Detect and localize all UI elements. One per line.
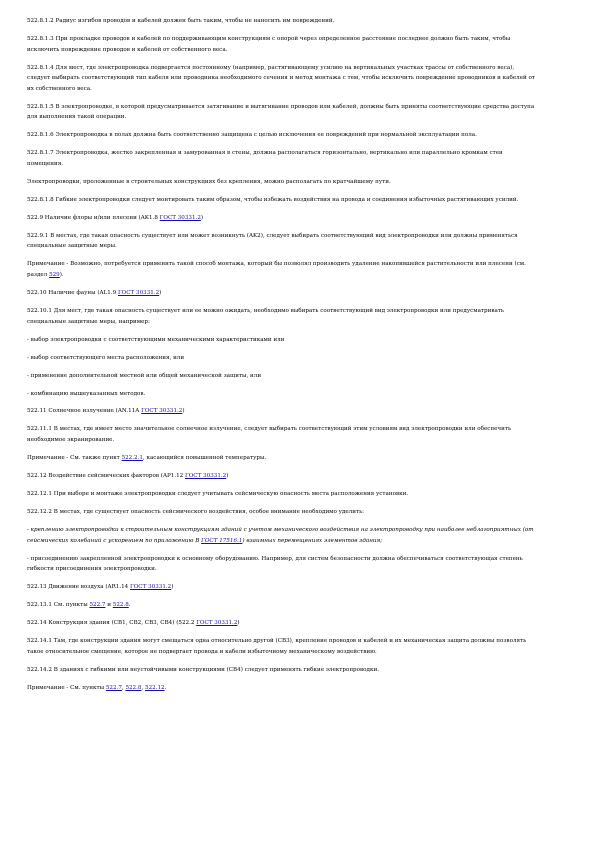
- gost-link[interactable]: ГОСТ 30331.2: [196, 620, 238, 627]
- gost-link[interactable]: ГОСТ 30331.2: [130, 584, 172, 591]
- paragraph: 522.12.1 При выборе и монтаже электропроводки следует учитывать сейсмическую опасность места расположения установки.: [27, 491, 409, 498]
- gost-link[interactable]: ГОСТ 30331.2: [117, 289, 160, 296]
- note-paragraph: Примечание - Возможно, потребуется применить такой способ монтажа, который бы позволял производить удаление накопившейся растительности или плесени (см. раздел 529).: [27, 261, 526, 278]
- paragraph: Электропроводки, проложенные в строительных конструкциях без крепления, можно располагать по кратчайшему пути.: [27, 178, 391, 185]
- paragraph: 522.14.2 В зданиях с гибкими или неустойчивыми конструкциями (CB4) следует применять гибкие электропроводки.: [27, 666, 379, 673]
- clause-link[interactable]: 522.8: [125, 684, 142, 691]
- paragraph: 522.9.1 В местах, где такая опасность существует или может возникнуть (AK2), следует выбирать соответствующий вид электропроводки или должны применяться специальные защитные меры.: [27, 232, 518, 250]
- note-paragraph: Примечание - См. пункты 522.7, 522.8, 522.12.: [27, 684, 167, 691]
- paragraph: 522.11.1 В местах, где имеет место значительное солнечное излучение, следует выбирать соответствующий этим условиям вид электропроводки или обеспечить необходимое экранирование.: [27, 426, 511, 444]
- gost-link[interactable]: ГОСТ 30331.2: [141, 408, 183, 415]
- paragraph: 522.8.1.5 В электропроводке, в которой предусматривается затягивание и вытягивание проводов или кабелей, должны быть приняты соответствующие средства доступа для выполнения такой операции.: [27, 103, 535, 121]
- list-item: - присоединению закрепленной электропроводки к основному оборудованию. Например, для систем безопасности должна обеспечиваться соответствующая степень гибкости присоединения электропроводки.: [27, 555, 523, 573]
- gost-link[interactable]: ГОСТ 17516.1: [201, 537, 243, 544]
- paragraph: 522.10.1 Для мест, где такая опасность существует или ее можно ожидать, необходимо выбирать соответствующий вид электропроводки или предусматривать специальные защитные меры, например:: [27, 307, 504, 325]
- section-heading: 522.10 Наличие фауны (AL1.9 ГОСТ 30331.2): [27, 289, 162, 296]
- list-item: - креплению электропроводки к строительным конструкциям зданий с учетом механического воздействия на электропроводку при наиболее неблагоприятных (от сейсмических колебаний с ускорением по приложению B ГОСТ 17516.1) взаимных перемещениях элементов здания;: [27, 526, 534, 544]
- paragraph: 522.8.1.8 Гибкие электропроводки следует монтировать таким образом, чтобы избежать воздействия на провода и соединения избыточных растягивающих усилий.: [27, 196, 519, 203]
- paragraph: 522.8.1.4 Для мест, где электропроводка подвергается постоянному (например, растягивающему усилию на вертикальных участках трассы от собственного веса), следует выбирать соответствующий тип кабеля или проводника необходимого сечения и метод монтажа с тем, чтобы исключить повреждение проводников и кабелей от их собственного веса.: [27, 64, 536, 92]
- list-item: - выбор соответствующего места расположения, или: [27, 354, 185, 361]
- section-heading: 522.13 Движение воздуха (AR1.14 ГОСТ 30331.2): [27, 584, 174, 591]
- clause-link[interactable]: 522.7: [105, 684, 122, 691]
- paragraph: 522.14.1 Там, где конструкции здания могут смещаться одна относительно другой (CB3), крепление проводов и кабелей и их механическая защита должны позволять такое относительное смещение, которое не подвергает провода и кабели избыточному механическому воздействию.: [27, 638, 527, 655]
- clause-link[interactable]: 522.8: [112, 602, 129, 609]
- paragraph: 522.12.2 В местах, где существует опасность сейсмического воздействия, особое внимание необходимо уделить:: [27, 509, 365, 515]
- note-paragraph: Примечание - См. также пункт 522.2.1, касающийся повышенной температуры.: [27, 455, 267, 462]
- clause-link[interactable]: 522.12: [145, 684, 165, 691]
- section-link[interactable]: 529: [49, 272, 60, 278]
- paragraph: 522.8.1.3 При прокладке проводов и кабелей по поддерживающим конструкциям с опорой через определенное расстояние последнее должно быть таким, чтобы исключить повреждение проводов и кабелей от собственного веса.: [27, 35, 511, 53]
- section-heading: 522.11 Солнечное излучение (AN.11A ГОСТ 30331.2): [27, 408, 185, 415]
- list-item: - применение дополнительной местной или общей механической защиты, или: [27, 372, 262, 379]
- paragraph: 522.8.1.7 Электропроводка, жестко закрепленная и замурованная в стены, должна располагаться горизонтально, вертикально или параллельно кромкам стен помещения.: [27, 150, 503, 167]
- list-item: - комбинацию вышеуказанных методов.: [27, 390, 146, 397]
- list-item: - выбор электропроводки с соответствующими механическими характеристиками или: [27, 336, 285, 343]
- paragraph: 522.8.1.2 Радиус изгибов проводов и кабелей должен быть таким, чтобы не наносить им повреждений.: [27, 18, 335, 24]
- gost-link[interactable]: ГОСТ 30331.2: [185, 473, 227, 480]
- section-heading: 522.14 Конструкция здания (CB1, CB2, CB3, CB4) (522.2 ГОСТ 30331.2): [27, 620, 240, 627]
- clause-link[interactable]: 522.7: [89, 602, 106, 609]
- gost-link[interactable]: ГОСТ 30331.2: [159, 214, 201, 221]
- paragraph: 522.13.1 См. пункты 522.7 и 522.8.: [27, 602, 131, 609]
- paragraph: 522.8.1.6 Электропроводка в полах должна быть соответственно защищена с целью исключения ее повреждений при нормальной эксплуатации пола.: [27, 132, 477, 139]
- section-heading: 522.9 Наличие флоры и/или плесени (AK1.8 ГОСТ 30331.2): [27, 214, 204, 221]
- clause-link[interactable]: 522.2.1: [121, 455, 143, 462]
- section-heading: 522.12 Воздействие сейсмических факторов (AP1.12 ГОСТ 30331.2): [27, 473, 229, 480]
